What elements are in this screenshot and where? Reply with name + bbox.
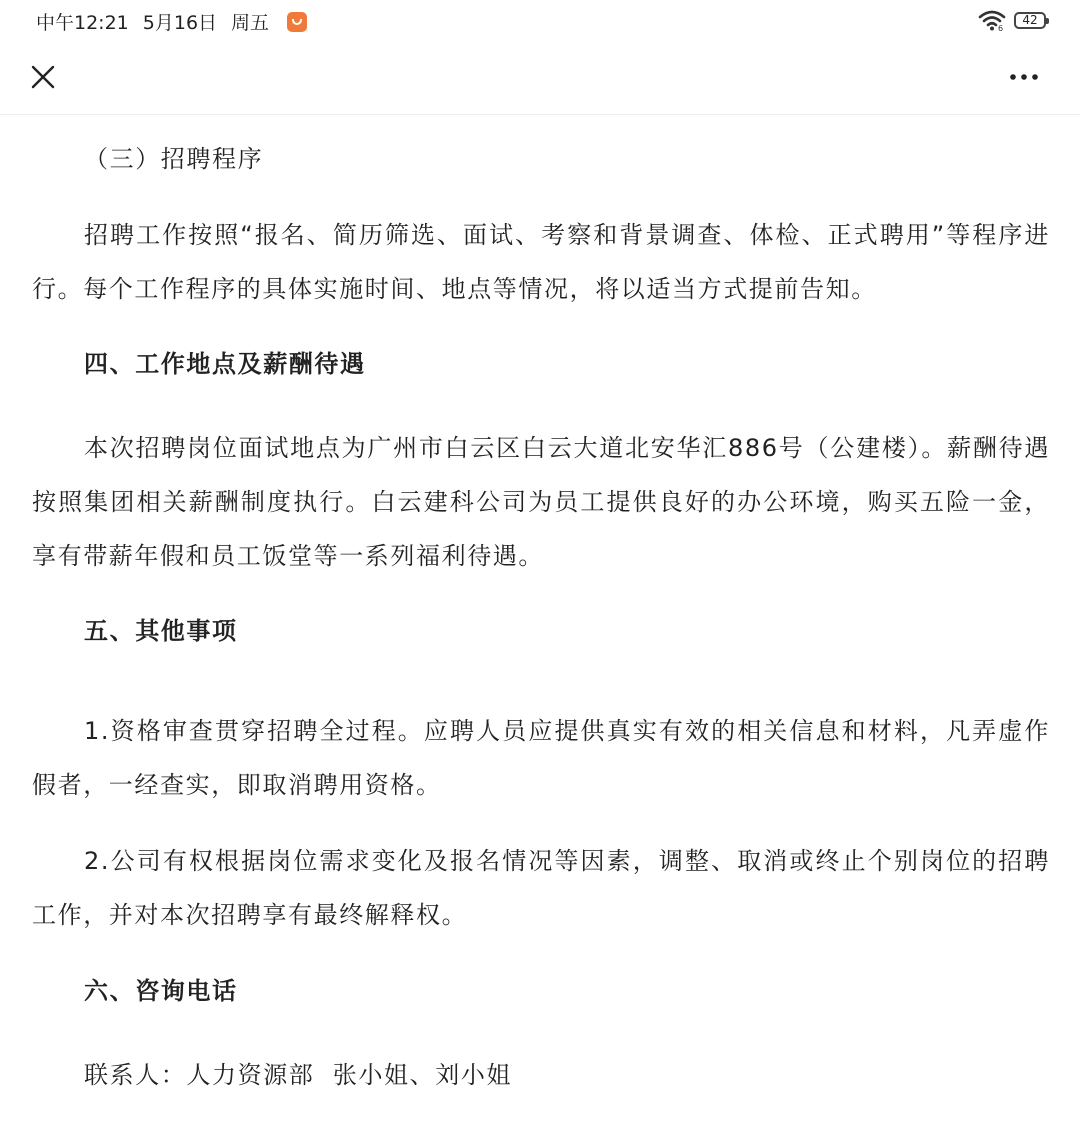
more-icon (1008, 64, 1044, 90)
battery-indicator: 42 (1014, 12, 1046, 29)
section-6-contact: 联系人：人力资源部 张小姐、刘小姐 (84, 1061, 513, 1089)
status-bar (0, 0, 1080, 42)
section-5-item-1: 1.资格审查贯穿招聘全过程。应聘人员应提供真实有效的相关信息和材料，凡弄虚作假者，一经查实，即取消聘用资格。 (32, 717, 1050, 799)
section-4-body: 本次招聘岗位面试地点为广州市白云区白云大道北安华汇886号（公建楼）。薪酬待遇按照集团相关薪酬制度执行。白云建科公司为员工提供良好的办公环境，购买五险一金，享有带薪年假和员工饭堂等一系列福利待遇。 (32, 434, 1050, 570)
close-button[interactable] (26, 60, 60, 94)
more-options-button[interactable] (1008, 64, 1044, 90)
article-content (32, 115, 1050, 1102)
svg-text:6: 6 (998, 24, 1004, 31)
section-4-title: 四、工作地点及薪酬待遇 (84, 350, 366, 378)
status-time: 中午12:21 (36, 12, 129, 34)
section-6-title: 六、咨询电话 (84, 977, 238, 1005)
status-weekday: 周五 (231, 12, 270, 34)
section-3-body: 招聘工作按照“报名、简历筛选、面试、考察和背景调查、体检、正式聘用”等程序进行。每个工作程序的具体实施时间、地点等情况，将以适当方式提前告知。 (32, 221, 1050, 303)
section-3-title: （三）招聘程序 (84, 145, 264, 173)
close-icon (26, 60, 60, 94)
taobao-app-icon (287, 12, 307, 32)
wifi-icon (978, 9, 1006, 31)
top-toolbar (0, 42, 1080, 115)
section-5-title: 五、其他事项 (84, 617, 238, 645)
status-left (36, 8, 307, 35)
status-date: 5月16日 (142, 12, 218, 34)
status-right (978, 9, 1046, 31)
section-5-item-2: 2.公司有权根据岗位需求变化及报名情况等因素，调整、取消或终止个别岗位的招聘工作，并对本次招聘享有最终解释权。 (32, 847, 1050, 929)
